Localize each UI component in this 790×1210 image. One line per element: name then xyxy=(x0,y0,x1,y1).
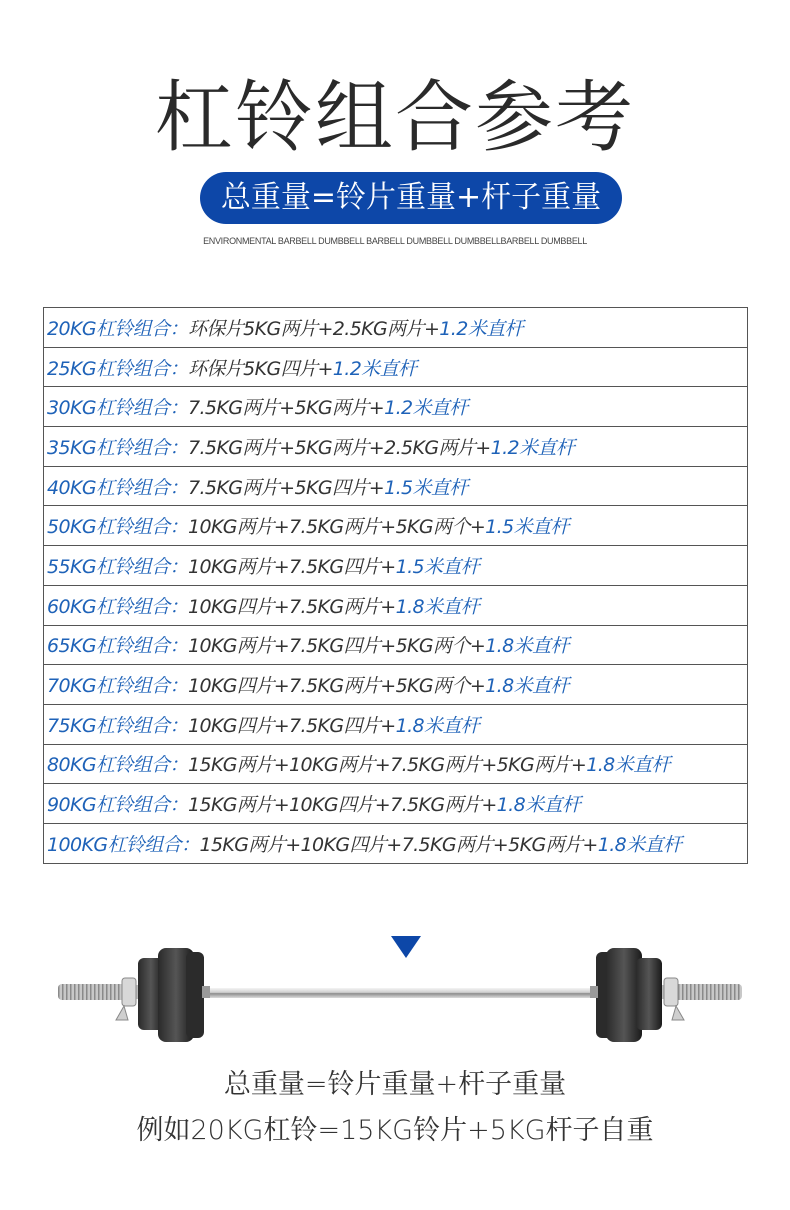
combo-plates: 环保片5KG两片+2.5KG两片+ xyxy=(187,317,440,340)
combo-plates: 15KG两片+10KG两片+7.5KG两片+5KG两片+ xyxy=(187,754,587,777)
table-row xyxy=(44,745,747,785)
combo-plates: 7.5KG两片+5KG四片+ xyxy=(187,476,385,499)
combo-bar: 1.2米直杆 xyxy=(384,397,468,420)
bar-thread-right xyxy=(670,984,742,1000)
combo-bar: 1.2米直杆 xyxy=(490,436,575,459)
combo-plates: 10KG两片+7.5KG四片+ xyxy=(187,555,396,578)
bar-handle xyxy=(200,988,600,998)
table-row xyxy=(44,626,747,666)
combo-bar: 1.5米直杆 xyxy=(395,555,480,578)
bar-thread-left xyxy=(58,984,130,1000)
table-row xyxy=(44,387,747,427)
footer-formula: 总重量=铃片重量+杆子重量 xyxy=(223,1069,567,1100)
combo-label: 100KG杠铃组合： xyxy=(47,833,200,856)
combo-bar: 1.5米直杆 xyxy=(485,516,569,539)
combo-label: 90KG杠铃组合： xyxy=(47,794,188,817)
table-row xyxy=(44,586,747,626)
combo-label: 80KG杠铃组合： xyxy=(47,754,188,777)
combo-bar: 1.2米直杆 xyxy=(332,357,417,380)
table-row xyxy=(44,348,747,388)
combo-label: 20KG杠铃组合： xyxy=(47,317,188,340)
combo-label: 50KG杠铃组合： xyxy=(47,516,188,539)
combo-label: 60KG杠铃组合： xyxy=(47,595,188,618)
combo-label: 25KG杠铃组合： xyxy=(47,357,188,380)
combo-plates: 环保片5KG四片+ xyxy=(187,357,333,380)
barbell-illustration xyxy=(50,940,750,1050)
combination-table xyxy=(43,307,748,864)
table-row xyxy=(44,665,747,705)
plates-left xyxy=(138,948,210,1042)
combo-bar: 1.2米直杆 xyxy=(439,317,523,340)
combo-plates: 15KG两片+10KG四片+7.5KG两片+ xyxy=(187,794,497,817)
combo-label: 65KG杠铃组合： xyxy=(47,635,188,658)
footer-example: 例如20KG杠铃=15KG铃片+5KG杆子自重 xyxy=(136,1115,654,1146)
combo-bar: 1.8米直杆 xyxy=(496,794,581,817)
combo-plates: 10KG两片+7.5KG四片+5KG两个+ xyxy=(187,635,486,658)
combo-plates: 10KG四片+7.5KG两片+5KG两个+ xyxy=(187,675,486,698)
combo-bar: 1.8米直杆 xyxy=(395,714,480,737)
table-row xyxy=(44,467,747,507)
combo-bar: 1.5米直杆 xyxy=(384,476,468,499)
combo-label: 55KG杠铃组合： xyxy=(47,555,188,578)
table-row xyxy=(44,546,747,586)
formula-badge: 总重量=铃片重量+杆子重量 xyxy=(200,172,622,224)
combo-bar: 1.8米直杆 xyxy=(586,754,670,777)
table-row xyxy=(44,705,747,745)
combo-plates: 10KG两片+7.5KG两片+5KG两个+ xyxy=(187,516,486,539)
combo-plates: 7.5KG两片+5KG两片+ xyxy=(187,397,385,420)
english-caption: ENVIRONMENTAL BARBELL DUMBBELL BARBELL DUMBBELL DUMBBELLBARBELL DUMBBELL xyxy=(203,236,587,246)
table-row xyxy=(44,427,747,467)
table-row xyxy=(44,308,747,348)
combo-label: 30KG杠铃组合： xyxy=(47,397,188,420)
page-title: 杠铃组合参考 xyxy=(154,73,635,163)
combo-label: 40KG杠铃组合： xyxy=(47,476,188,499)
combo-plates: 15KG两片+10KG四片+7.5KG两片+5KG两片+ xyxy=(199,833,598,856)
combo-label: 75KG杠铃组合： xyxy=(47,714,188,737)
table-row xyxy=(44,824,747,864)
combo-plates: 7.5KG两片+5KG两片+2.5KG两片+ xyxy=(187,436,491,459)
combo-label: 35KG杠铃组合： xyxy=(47,436,188,459)
combo-bar: 1.8米直杆 xyxy=(485,635,569,658)
combo-bar: 1.8米直杆 xyxy=(597,833,682,856)
combo-bar: 1.8米直杆 xyxy=(485,675,569,698)
table-row xyxy=(44,506,747,546)
combo-bar: 1.8米直杆 xyxy=(395,595,480,618)
combo-label: 70KG杠铃组合： xyxy=(47,675,188,698)
table-row xyxy=(44,784,747,824)
combo-plates: 10KG四片+7.5KG两片+ xyxy=(187,595,396,618)
plates-right xyxy=(590,948,662,1042)
combo-plates: 10KG四片+7.5KG四片+ xyxy=(187,714,396,737)
